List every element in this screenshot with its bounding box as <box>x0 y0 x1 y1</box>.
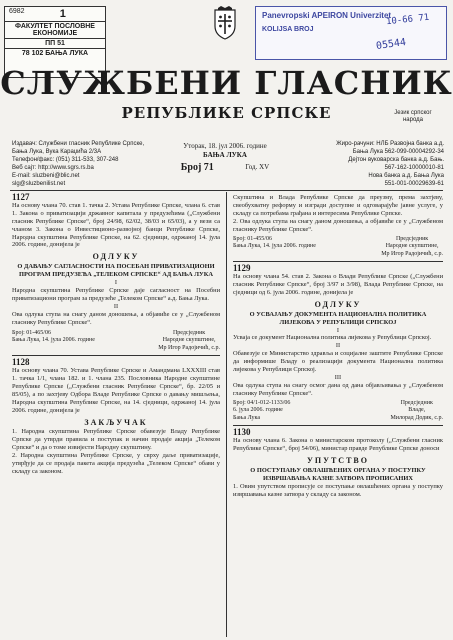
section-number: II <box>113 302 119 310</box>
act-number: 1129 <box>233 263 251 274</box>
act-subheading: О УСВАЈАЊУ ДОКУМЕНТА НАЦИОНАЛНА ПОЛИТИКА ЛИЈЕКОВА У РЕПУБЛИЦИ СРПСКОЈ <box>249 310 427 326</box>
act-subheading: О ПОСТУПАЊУ ОВЛАШЋЕНИХ ОРГАНА У ПОСТУПКУ ИЗВРШАВАЊА КАЗНЕ ЗАТВОРА ПРОПИСАНИХ <box>250 466 426 482</box>
act-paragraph: Скупштина и Влада Републике Српске да преузму, према захтјеву, свеобухватну реформу и изгради доступне и одговарајуће јавне услуге, у складу са потребама грађана и интересима Републике Српске. <box>233 194 443 217</box>
act-paragraph: 2. Ова одлука ступа на снагу даном доношења, а објавиће се у „Службеном гласнику Републике Српске“. <box>233 217 443 233</box>
account-line: 551-001-00029639-61 <box>384 181 444 187</box>
right-column <box>233 194 443 499</box>
act-heading: ОДЛУКУ <box>314 299 362 309</box>
publisher-info <box>12 140 162 188</box>
issue-city: БАЊА ЛУКА <box>203 151 247 159</box>
act-paragraph: Ова одлука ступа на снагу даном доношења, а објавиће се у „Службеном гласнику Републике Српске“. <box>12 310 220 326</box>
act-reference: Број: 04/1-012-1133/06 6. јула 2006. године Бања Лука <box>233 399 291 421</box>
account-line: 567-162-10000010-81 <box>384 165 444 171</box>
gazette-subtitle: РЕПУБЛИКЕ СРПСКЕ <box>121 104 332 122</box>
section-number: III <box>334 374 342 381</box>
act-paragraph: Ова одлука ступа на снагу осмог дана од дана објављивања у „Службеном гласнику Републике Српске“. <box>233 381 443 397</box>
stamp-city: 78 102 БАЊА ЛУКА <box>21 50 89 57</box>
issue-year: Год. XV <box>245 163 270 171</box>
act-heading: УПУТСТВО <box>307 455 369 465</box>
signatory-role: Предсједник Народне скупштине, <box>162 329 216 344</box>
section-number: II <box>335 342 341 350</box>
act-number: 1130 <box>233 427 251 438</box>
publisher-line: E-mail: sluzbeni@blic.net <box>12 173 80 179</box>
language-note: Језик српског народа <box>394 110 432 123</box>
act-paragraph: Обавезује се Министарство здравља и социјалне заштите Републике Српске да информише Владу о реализацији документа Национална политика лијекова у Републици Српској. <box>233 350 443 374</box>
publisher-line: Бања Лука, Вука Караџића 2/3А <box>12 149 102 155</box>
signatory-name: Мр Игор Радојичић, с.р. <box>381 250 443 257</box>
act-intro: На основу члана 70. став 1. тачка 2. Устава Републике Српске, члана 6. став 1. Закона о приватизацији државног капитала у предузећима („Службени гласник Републике Српске“, број 24/98, 62/02, 38/03 и 65/03), а у вези са чланом 3. Закона о Инвестиционо-развојној банци Републике Српске, Народна скупштина Републике Српске, на 62. сједници, одржаној 14. јула 2006. године, донијела је <box>12 201 220 249</box>
issue-number: Број 71 <box>180 162 214 173</box>
act-paragraph: Народна скупштина Републике Српске даје сагласност на Посебни приватизациони програм за предузеће „Телеком Српске“ а.д. Бања Лука. <box>12 287 220 303</box>
act-subheading: О ДАВАЊУ САГЛАСНОСТИ НА ПОСЕБАН ПРИВАТИЗАЦИОНИ ПРОГРАМ ПРЕДУЗЕЋА „ТЕЛЕКОМ СРПСКЕ“ АД БАЊА ЛУКА <box>17 263 215 279</box>
act-divider <box>233 261 443 262</box>
act-paragraph: Усваја се документ Национална политика лијекова у Републици Српској. <box>233 334 432 342</box>
stamp-register-line: KOLIJSA BROJ <box>262 26 314 33</box>
account-line: Бања Лука 562-099-00004292-34 <box>352 149 444 155</box>
account-line: Дејтон вуковарска банка а.д. Бањ. <box>348 157 444 163</box>
account-line: Жиро-рачуни: НЛБ Развојна банка а.д. <box>336 141 444 147</box>
section-number: I <box>336 326 340 334</box>
stamp-university-line: Panevropski APEIRON Univerzitet <box>262 11 392 20</box>
stamp-faculty: ФАКУЛТЕТ ПОСЛОВНЕ ЕКОНОМИЈЕ <box>5 22 105 39</box>
act-reference: Број: 01-455/06 Бања Лука, 14. јула 2006. године <box>233 235 316 250</box>
account-line: Нова банка а.д. Бања Лука <box>368 173 444 179</box>
act-heading: ЗАКЉУЧАК <box>84 417 148 427</box>
bank-accounts <box>292 140 444 188</box>
publisher-line: Веб сајт: http://www.sgrs.rs.ba <box>12 165 94 171</box>
act-divider <box>233 425 443 426</box>
signatory-name: Мр Игор Радојичић, с.р. <box>158 344 220 351</box>
stamp-code: 6982 <box>9 8 25 15</box>
stamp-box: ПП 51 <box>5 39 105 49</box>
act-paragraph: 1. Народна скупштина Републике Српске обавезује Владу Републике Српске да утврди правила и поступак и начин продаје акција „Телеком Српске“ и да о томе извијести Народну скупштину. <box>12 428 220 452</box>
act-intro: На основу члана 6. Закона о министарском протоколу („Службени гласник Републике Српске“, број 54/06), министар правде Републике Српске доноси <box>233 437 443 453</box>
gazette-title: СЛУЖБЕНИ ГЛАСНИК <box>0 64 453 102</box>
act-number: 1127 <box>12 192 30 202</box>
signatory-role: Предсједник Владе, <box>400 399 433 414</box>
act-divider <box>12 355 220 356</box>
stamp-handwritten-ref: 05544 <box>375 36 407 53</box>
signatory-role: Предсједник Народне скупштине, <box>385 235 439 250</box>
coat-of-arms-icon <box>212 6 238 40</box>
signatory-name: Милорад Додик, с.р. <box>390 414 443 421</box>
university-stamp <box>255 6 447 60</box>
issue-info <box>165 142 285 172</box>
header-divider <box>10 190 443 191</box>
publisher-line: slg@sluzbenilist.net <box>12 181 66 187</box>
section-number: I <box>114 279 118 287</box>
publisher-line: Издавач: Службени гласник Републике Српске, <box>12 141 145 147</box>
issue-date: Уторак, 18. јул 2006. године <box>183 142 267 150</box>
column-divider <box>226 192 227 637</box>
act-intro: На основу члана 70. Устава Републике Српске и Амандмана LXXXIII став 1. тачка 1/1, члана 182. и 1. члана 235. Пословника Народне скупштине Републике Српске („Службени гласник Републике Српске“, бр. 22/05 и 85/05), а по захтјеву Одбора Владе Републике Српске о давању мишљења, Народна скупштина Републике Српске, на 14. сједници, одржаној 14. јула 2006. године, донијела је <box>12 367 220 414</box>
act-number: 1128 <box>12 357 30 368</box>
act-intro: На основу члана 54. став 2. Закона о Влади Републике Српске („Службени гласник Републике Српске“, број 3/97 и 3/98), Влада Републике Српске, на сједници од 6. јула 2006. године, донијела је <box>233 272 443 296</box>
left-column <box>12 194 220 476</box>
stamp-number: 1 <box>59 8 66 20</box>
act-reference: Број: 01-465/06 Бања Лука, 14. јула 2006. године <box>12 329 95 344</box>
publisher-line: Телефон/факс: (051) 311-533, 307-248 <box>12 157 119 163</box>
act-heading: ОДЛУКУ <box>92 252 140 262</box>
act-paragraph: 1. Овим упутством прописује се поступање овлашћених органа у поступку извршавања казне затвора у складу са законом. <box>233 482 443 498</box>
stamp-handwritten-number: 10-66 71 <box>385 12 430 28</box>
act-paragraph: 2. Народна скупштина Републике Српске, у сврху даље приватизације, утврђује да се продаја пакета акција предузећа „Телеком Српске“ обави у складу са законом. <box>12 452 220 475</box>
